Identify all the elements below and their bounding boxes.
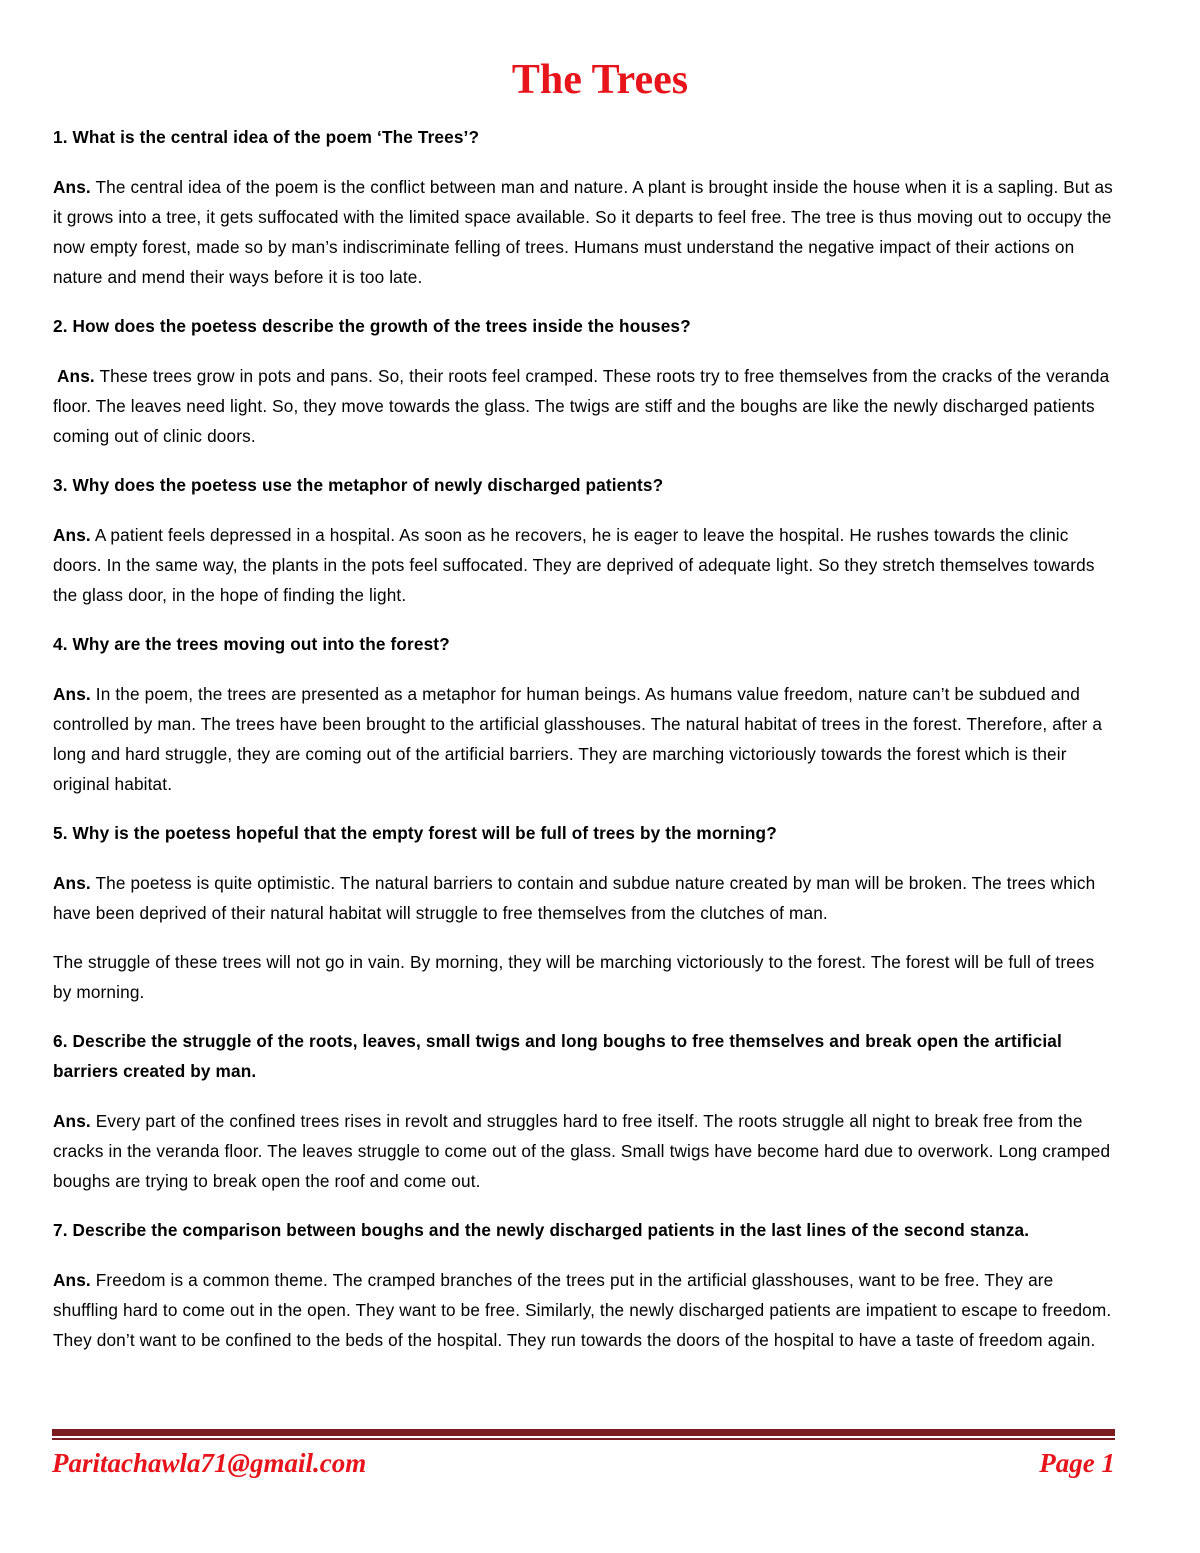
question-3: 3. Why does the poetess use the metaphor of newly discharged patients?	[53, 475, 664, 495]
footer-divider-thick	[52, 1429, 1115, 1436]
answer-text: The central idea of the poem is the conflict between man and nature. A plant is brought inside the house when it is a sapling. But as it grows into a tree, it gets suffocated with the limited space available. So it departs to feel free. The tree is thus moving out to occupy the now empty forest, made so by man’s indiscriminate felling of trees. Humans must understand the negative impact of their actions on nature and mend their ways before it is too late.	[53, 177, 1113, 287]
answer-label: Ans.	[53, 525, 91, 545]
answer-1	[53, 172, 1115, 292]
answer-label: Ans.	[57, 366, 95, 386]
answer-text: A patient feels depressed in a hospital. As soon as he recovers, he is eager to leave the hospital. He rushes towards the clinic doors. In the same way, the plants in the pots feel suffocated. They are deprived of adequate light. So they stretch themselves towards the glass door, in the hope of finding the light.	[53, 525, 1095, 605]
answer-3	[53, 520, 1115, 610]
answer-5	[53, 868, 1115, 928]
question-6: 6. Describe the struggle of the roots, leaves, small twigs and long boughs to free themselves and break open the artificial barriers created by man.	[53, 1031, 1062, 1081]
answer-text: In the poem, the trees are presented as a metaphor for human beings. As humans value freedom, nature can’t be subdued and controlled by man. The trees have been brought to the artificial glasshouses. The natural habitat of trees in the forest. Therefore, after a long and hard struggle, they are coming out of the artificial barriers. They are marching victoriously towards the forest which is their original habitat.	[53, 684, 1103, 794]
footer-page-number: Page 1	[1039, 1448, 1115, 1478]
answer-5-continued: The struggle of these trees will not go in vain. By morning, they will be marching victoriously to the forest. The forest will be full of trees by morning.	[53, 952, 1095, 1002]
answer-label: Ans.	[53, 873, 91, 893]
answer-text: Every part of the confined trees rises in revolt and struggles hard to free itself. The roots struggle all night to break free from the cracks in the veranda floor. The leaves struggle to come out of the glass. Small twigs have become hard due to overwork. Long cramped boughs are trying to break open the roof and come out.	[53, 1111, 1111, 1191]
answer-text: Freedom is a common theme. The cramped branches of the trees put in the artificial glasshouses, want to be free. They are shuffling hard to come out in the open. They want to be free. Similarly, the newly discharged patients are impatient to escape to freedom. They don’t want to be confined to the beds of the hospital. They run towards the doors of the hospital to have a taste of freedom again.	[53, 1270, 1112, 1350]
footer-email: Paritachawla71@gmail.com	[52, 1448, 367, 1478]
question-1: 1. What is the central idea of the poem ‘The Trees’?	[53, 127, 480, 147]
question-2: 2. How does the poetess describe the growth of the trees inside the houses?	[53, 316, 691, 336]
qa-content	[53, 122, 1115, 1374]
answer-4	[53, 679, 1115, 799]
answer-text: The poetess is quite optimistic. The natural barriers to contain and subdue nature created by man will be broken. The trees which have been deprived of their natural habitat will struggle to free themselves from the clutches of man.	[53, 873, 1096, 923]
question-7: 7. Describe the comparison between boughs and the newly discharged patients in the last lines of the second stanza.	[53, 1220, 1030, 1240]
answer-label: Ans.	[53, 177, 91, 197]
answer-label: Ans.	[53, 684, 91, 704]
answer-6	[53, 1106, 1115, 1196]
answer-label: Ans.	[53, 1270, 91, 1290]
question-4: 4. Why are the trees moving out into the forest?	[53, 634, 450, 654]
answer-7	[53, 1265, 1115, 1355]
answer-label: Ans.	[53, 1111, 91, 1131]
page-title: The Trees	[511, 57, 689, 103]
answer-text: These trees grow in pots and pans. So, their roots feel cramped. These roots try to free themselves from the cracks of the veranda floor. The leaves need light. So, they move towards the glass. The twigs are stiff and the boughs are like the newly discharged patients coming out of clinic doors.	[53, 366, 1110, 446]
answer-2	[53, 361, 1115, 451]
footer-divider-thin	[52, 1438, 1115, 1440]
question-5: 5. Why is the poetess hopeful that the empty forest will be full of trees by the morning?	[53, 823, 777, 843]
